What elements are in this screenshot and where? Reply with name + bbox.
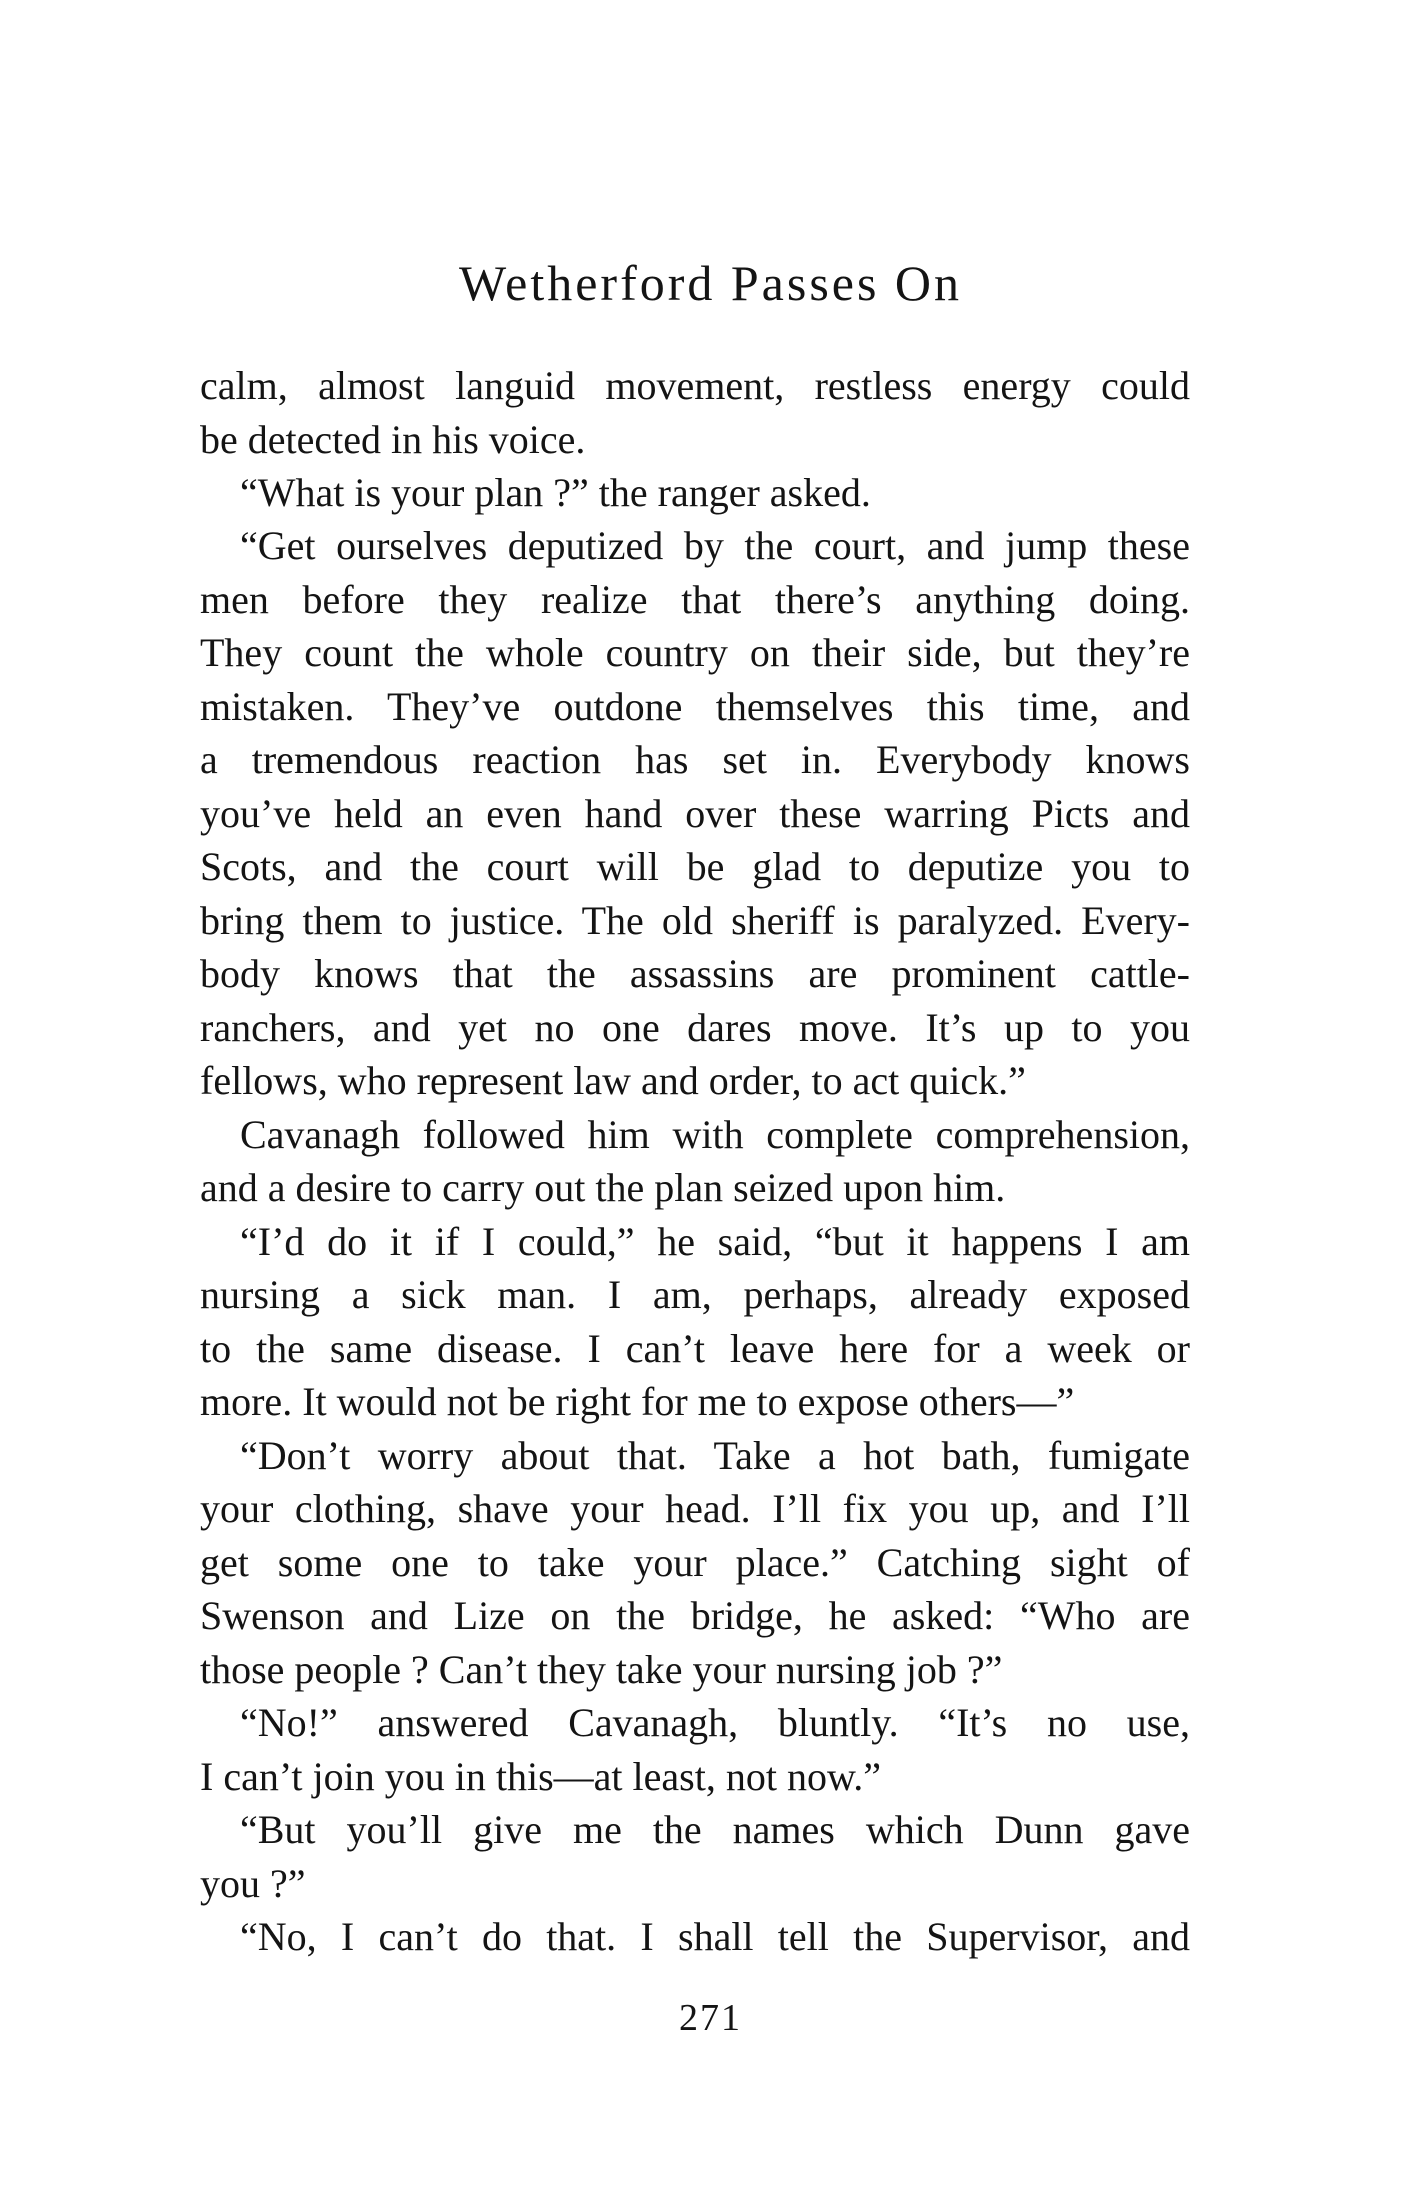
text-line: you ?” <box>200 1861 306 1906</box>
text-line: your clothing, shave your head. I’ll fix you up, and I’ll <box>200 1486 1190 1531</box>
text-line: a tremendous reaction has set in. Everybody knows <box>200 737 1190 782</box>
text-line: “What is your plan ?” the ranger asked. <box>240 470 871 515</box>
text-line: you’ve held an even hand over these warring Picts and <box>200 791 1190 836</box>
text-line: nursing a sick man. I am, perhaps, already exposed <box>200 1272 1190 1317</box>
text-line: bring them to justice. The old sheriff is paralyzed. Every- <box>200 898 1190 943</box>
text-line: Scots, and the court will be glad to deputize you to <box>200 844 1190 889</box>
page-number: 271 <box>679 1997 742 2039</box>
text-line: ranchers, and yet no one dares move. It’s up to you <box>200 1005 1190 1050</box>
text-line: be detected in his voice. <box>200 417 586 462</box>
text-line: Swenson and Lize on the bridge, he asked: “Who are <box>200 1593 1190 1638</box>
text-line: and a desire to carry out the plan seized upon him. <box>200 1165 1006 1210</box>
running-header-title: Wetherford Passes On <box>458 255 963 311</box>
text-line: men before they realize that there’s anything doing. <box>200 577 1190 622</box>
text-line: “I’d do it if I could,” he said, “but it happens I am <box>240 1219 1190 1264</box>
text-line: “Get ourselves deputized by the court, and jump these <box>240 523 1190 568</box>
text-line: They count the whole country on their side, but they’re <box>200 630 1190 675</box>
text-line: those people ? Can’t they take your nursing job ?” <box>200 1647 1003 1692</box>
text-line: I can’t join you in this—at least, not now.” <box>200 1754 881 1799</box>
text-line: “No!” answered Cavanagh, bluntly. “It’s no use, <box>240 1700 1190 1745</box>
text-line: Cavanagh followed him with complete comprehension, <box>240 1112 1190 1157</box>
text-line: body knows that the assassins are prominent cattle- <box>200 951 1190 996</box>
text-line: get some one to take your place.” Catching sight of <box>200 1540 1190 1585</box>
text-line: to the same disease. I can’t leave here for a week or <box>200 1326 1190 1371</box>
text-line: calm, almost languid movement, restless energy could <box>200 363 1190 408</box>
text-line: fellows, who represent law and order, to act quick.” <box>200 1058 1026 1103</box>
text-line: “But you’ll give me the names which Dunn gave <box>240 1807 1190 1852</box>
text-line: mistaken. They’ve outdone themselves this time, and <box>200 684 1190 729</box>
text-line: “No, I can’t do that. I shall tell the Supervisor, and <box>240 1914 1190 1959</box>
text-line: “Don’t worry about that. Take a hot bath, fumigate <box>240 1433 1190 1478</box>
text-line: more. It would not be right for me to expose others—” <box>200 1379 1075 1424</box>
